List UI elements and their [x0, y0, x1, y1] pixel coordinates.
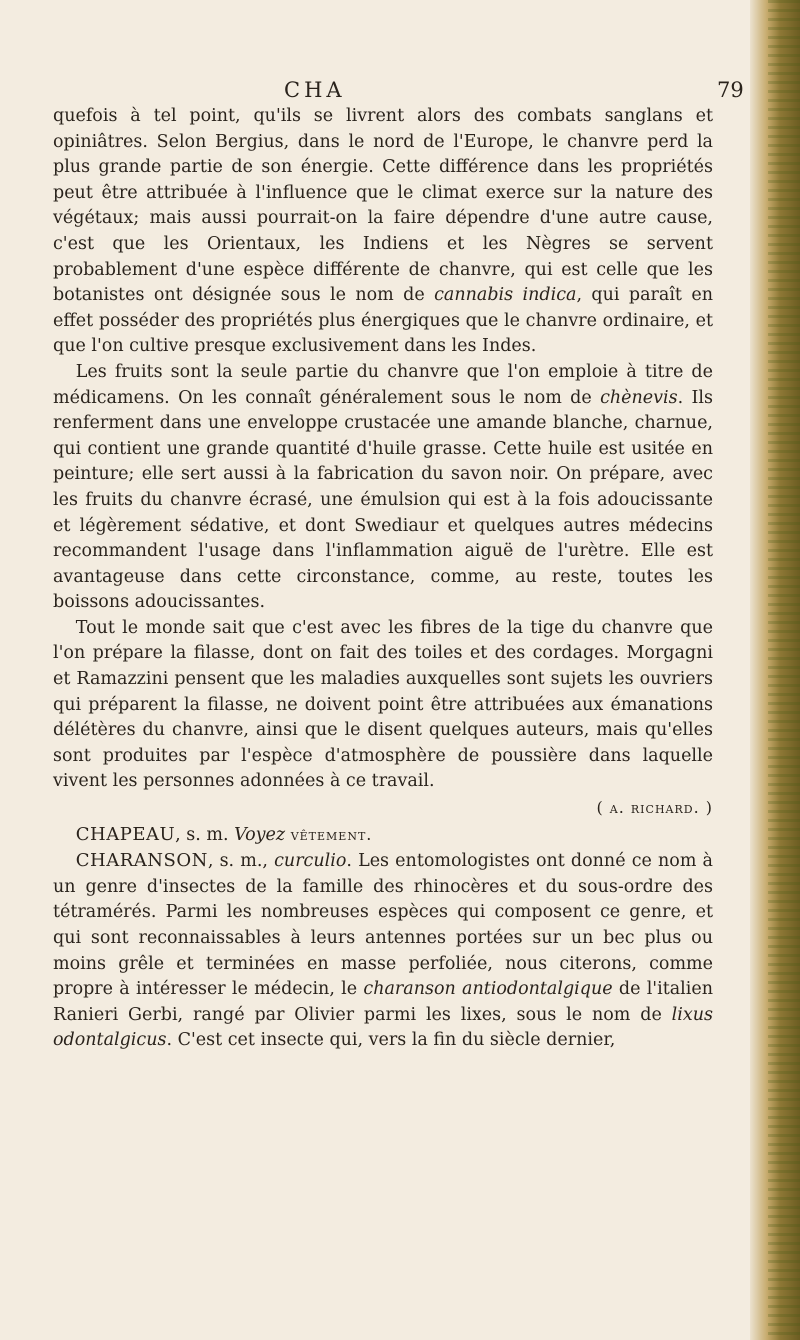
paragraph-text: Les fruits sont la seule partie du chanvre que l'on emploie à titre de médicamens. On les connaît généralement sous le nom de: [53, 361, 713, 408]
signature-line: [53, 795, 713, 822]
paragraph: [53, 360, 713, 616]
latin-term: lixus odontalgicus: [53, 1004, 713, 1051]
paragraph-text: , qui paraît en effet posséder des propriétés plus énergiques que le chanvre ordinaire, et que l'on cultive presque exclusivement dans les Indes.: [53, 285, 713, 357]
term: chènevis: [600, 387, 678, 408]
entry-headword: CHARANSON: [75, 850, 208, 872]
entry-text: . C'est cet insecte qui, vers la fin du siècle dernier,: [166, 1030, 616, 1051]
running-head: CHA: [284, 78, 346, 102]
paragraph-text: . Ils renferment dans une enveloppe crustacée une amande blanche, charnue, qui contient une grande quantité d'huile grasse. Cette huile est usitée en peinture; elle sert aussi à la fabrication du savon noir. On prépare, avec les fruits du chanvre écrasé, une émulsion qui est à la fois adoucissante et légèrement sédative, et dont Swediaur et quelques autres médecins recommandent l'usage dans l'inflammation aiguë de l'urètre. Elle est avantageuse dans cette circonstance, comme, au reste, toutes les boissons adoucissantes.: [53, 387, 713, 613]
entry-headword: CHAPEAU: [75, 823, 176, 845]
paragraph-text: quefois à tel point, qu'ils se livrent alors des combats sanglans et opiniâtres. Selon Bergius, dans le nord de l'Europe, le chanvre perd la plus grande partie de son énergie. Cette différence dans les propriétés peut être attribuée à l'influence que le climat exerce sur la nature des végétaux; mais aussi pourrait-on la faire dépendre d'une autre cause, c'est que les Orientaux, les Indiens et les Nègres se servent probablement d'une espèce différente de chanvre, qui est celle que les botanistes ont désignée sous le nom de: [53, 106, 713, 306]
cross-reference: vêtement.: [290, 824, 373, 844]
author-signature: ( a. richard. ): [596, 798, 713, 818]
dictionary-entry: [53, 822, 713, 849]
paragraph-text: Tout le monde sait que c'est avec les fibres de la tige du chanvre que l'on prépare la filasse, dont on fait des toiles et des cordages. Morgagni et Ramazzini pensent que les maladies auxquelles sont sujets les ouvriers qui préparent la filasse, ne doivent point être attribuées aux émanations délétères du chanvre, ainsi que le disent quelques auteurs, mais qu'elles sont produites par l'espèce d'atmosphère de poussière dans laquelle vivent les personnes adonnées à ce travail.: [53, 617, 713, 792]
body-text: [53, 104, 713, 1054]
entry-text: de l'italien Ranieri Gerbi, rangé par Olivier parmi les lixes, sous le nom de: [53, 979, 713, 1025]
entry-definition: , s. m.,: [207, 851, 275, 872]
term: charanson antiodontalgique: [363, 979, 613, 1000]
latin-term: cannabis indica: [434, 285, 577, 306]
cross-reference-label: Voyez: [234, 824, 286, 845]
page-number: 79: [717, 78, 744, 102]
page-edge: [750, 0, 800, 1340]
latin-term: curculio: [274, 851, 347, 872]
dictionary-entry: [53, 848, 713, 1054]
entry-text: . Les entomologistes ont donné ce nom à un genre d'insectes de la famille des rhinocères et du sous-ordre des tétramérés. Parmi les nombreuses espèces qui composent ce genre, et qui sont reconnaissables à leurs antennes portées sur un bec plus ou moins grêle et terminées en masse perfoliée, nous citerons, comme propre à intéresser le médecin, le: [53, 851, 713, 1000]
paragraph: [53, 616, 713, 795]
entry-definition: , s. m.: [175, 824, 235, 845]
paragraph: [53, 104, 713, 360]
